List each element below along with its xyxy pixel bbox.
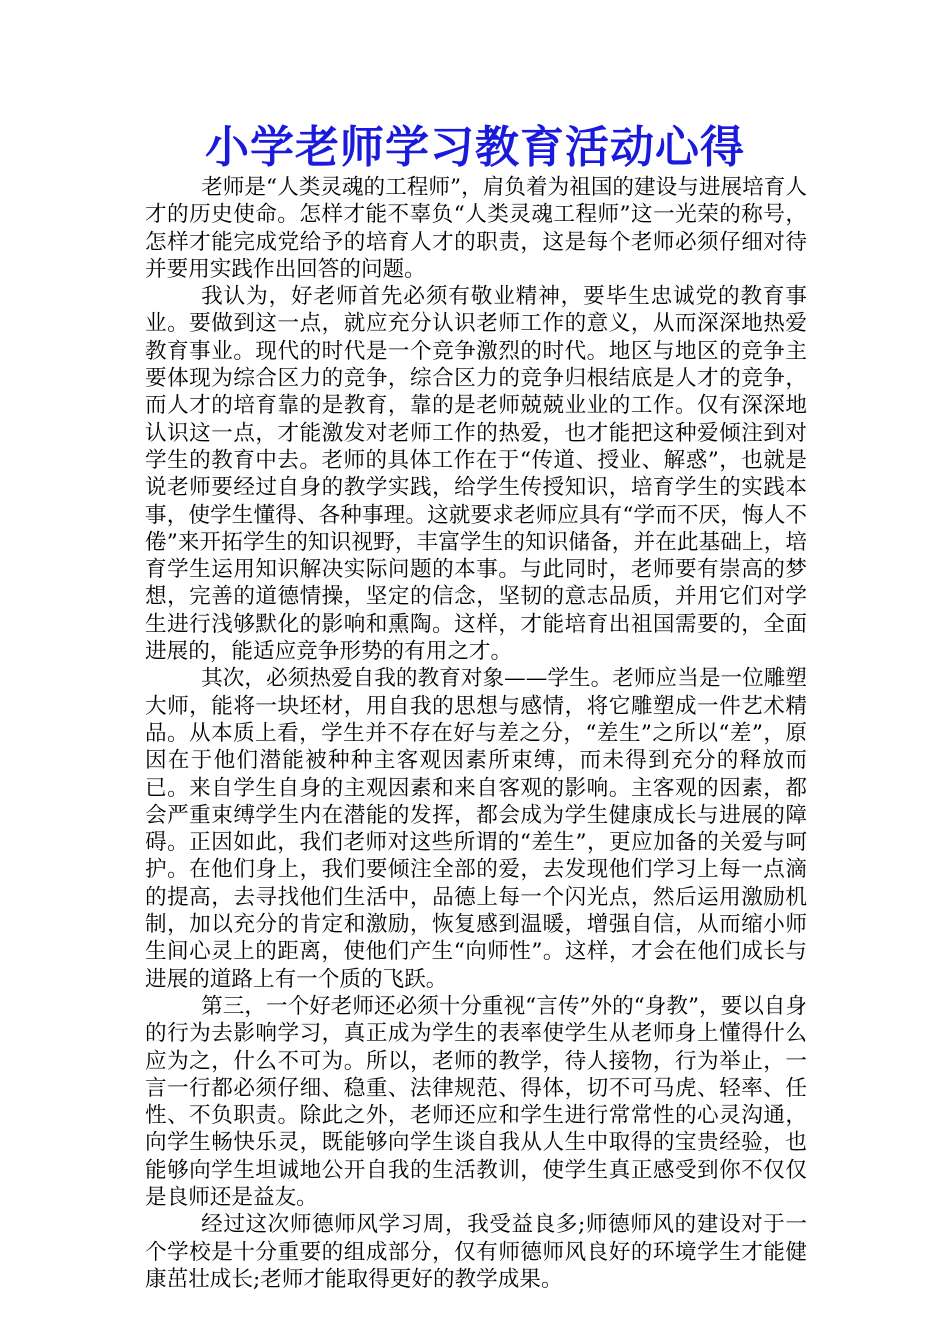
paragraph-5: 经过这次师德师风学习周，我受益良多;师德师风的建设对于一个学校是十分重要的组成部分，仅有师德师风良好的环境学生才能健康茁壮成长;老师才能取得更好的教学成果。	[145, 1212, 807, 1292]
paragraph-3: 其次，必须热爱自我的教育对象——学生。老师应当是一位雕塑大师，能将一块坯材，用自我的思想与感情，将它雕塑成一件艺术精品。从本质上看，学生并不存在好与差之分，“差生”之所以“差”，原因在于他们潜能被种种主客观因素所束缚，而未得到充分的释放而已。来自学生自身的主观因素和来自客观的影响。主客观的因素，都会严重束缚学生内在潜能的发挥，都会成为学生健康成长与进展的障碍。正因如此，我们老师对这些所谓的“差生”，更应加备的关爱与呵护。在他们身上，我们要倾注全部的爱，去发现他们学习上每一点滴的提高，去寻找他们生活中，品德上每一个闪光点，然后运用激励机制，加以充分的肯定和激励，恢复感到温暖，增强自信，从而缩小师生间心灵上的距离，使他们产生“向师性”。这样，才会在他们成长与进展的道路上有一个质的飞跃。	[145, 666, 807, 992]
paragraph-4: 第三，一个好老师还必须十分重视“言传”外的“身教”，要以自身的行为去影响学习，真正成为学生的表率使学生从老师身上懂得什么应为之，什么不可为。所以，老师的教学，待人接物，行为举止，一言一行都必须仔细、稳重、法律规范、得体，切不可马虎、轻率、任性、不负职责。除此之外，老师还应和学生进行常常性的心灵沟通，向学生畅快乐灵，既能够向学生谈自我从人生中取得的宝贵经验，也能够向学生坦诚地公开自我的生活教训，使学生真正感受到你不仅仅是良师还是益友。	[145, 993, 807, 1210]
paragraph-2: 我认为，好老师首先必须有敬业精神，要毕生忠诚党的教育事业。要做到这一点，就应充分认识老师工作的意义，从而深深地热爱教育事业。现代的时代是一个竞争激烈的时代。地区与地区的竞争主要体现为综合区力的竞争，综合区力的竞争归根结底是人才的竞争，而人才的培育靠的是教育，靠的是老师兢兢业业的工作。仅有深深地认识这一点，才能激发对老师工作的热爱，也才能把这种爱倾注到对学生的教育中去。老师的具体工作在于“传道、授业、解惑”，也就是说老师要经过自身的教学实践，给学生传授知识，培育学生的实践本事，使学生懂得、各种事理。这就要求老师应具有“学而不厌，悔人不倦”来开拓学生的知识视野，丰富学生的知识储备，并在此基础上，培育学生运用知识解决实际问题的本事。与此同时，老师要有崇高的梦想，完善的道德情操，坚定的信念，坚韧的意志品质，并用它们对学生进行浅够默化的影响和熏陶。这样，才能培育出祖国需要的，全面进展的，能适应竞争形势的有用之才。	[145, 284, 807, 665]
document-title: 小学老师学习教育活动心得	[205, 122, 745, 173]
document-body	[145, 174, 807, 1293]
paragraph-1: 老师是“人类灵魂的工程师”，肩负着为祖国的建设与进展培育人才的历史使命。怎样才能不辜负“人类灵魂工程师”这一光荣的称号，怎样才能完成党给予的培育人才的职责，这是每个老师必须仔细对待并要用实践作出回答的问题。	[145, 175, 807, 282]
